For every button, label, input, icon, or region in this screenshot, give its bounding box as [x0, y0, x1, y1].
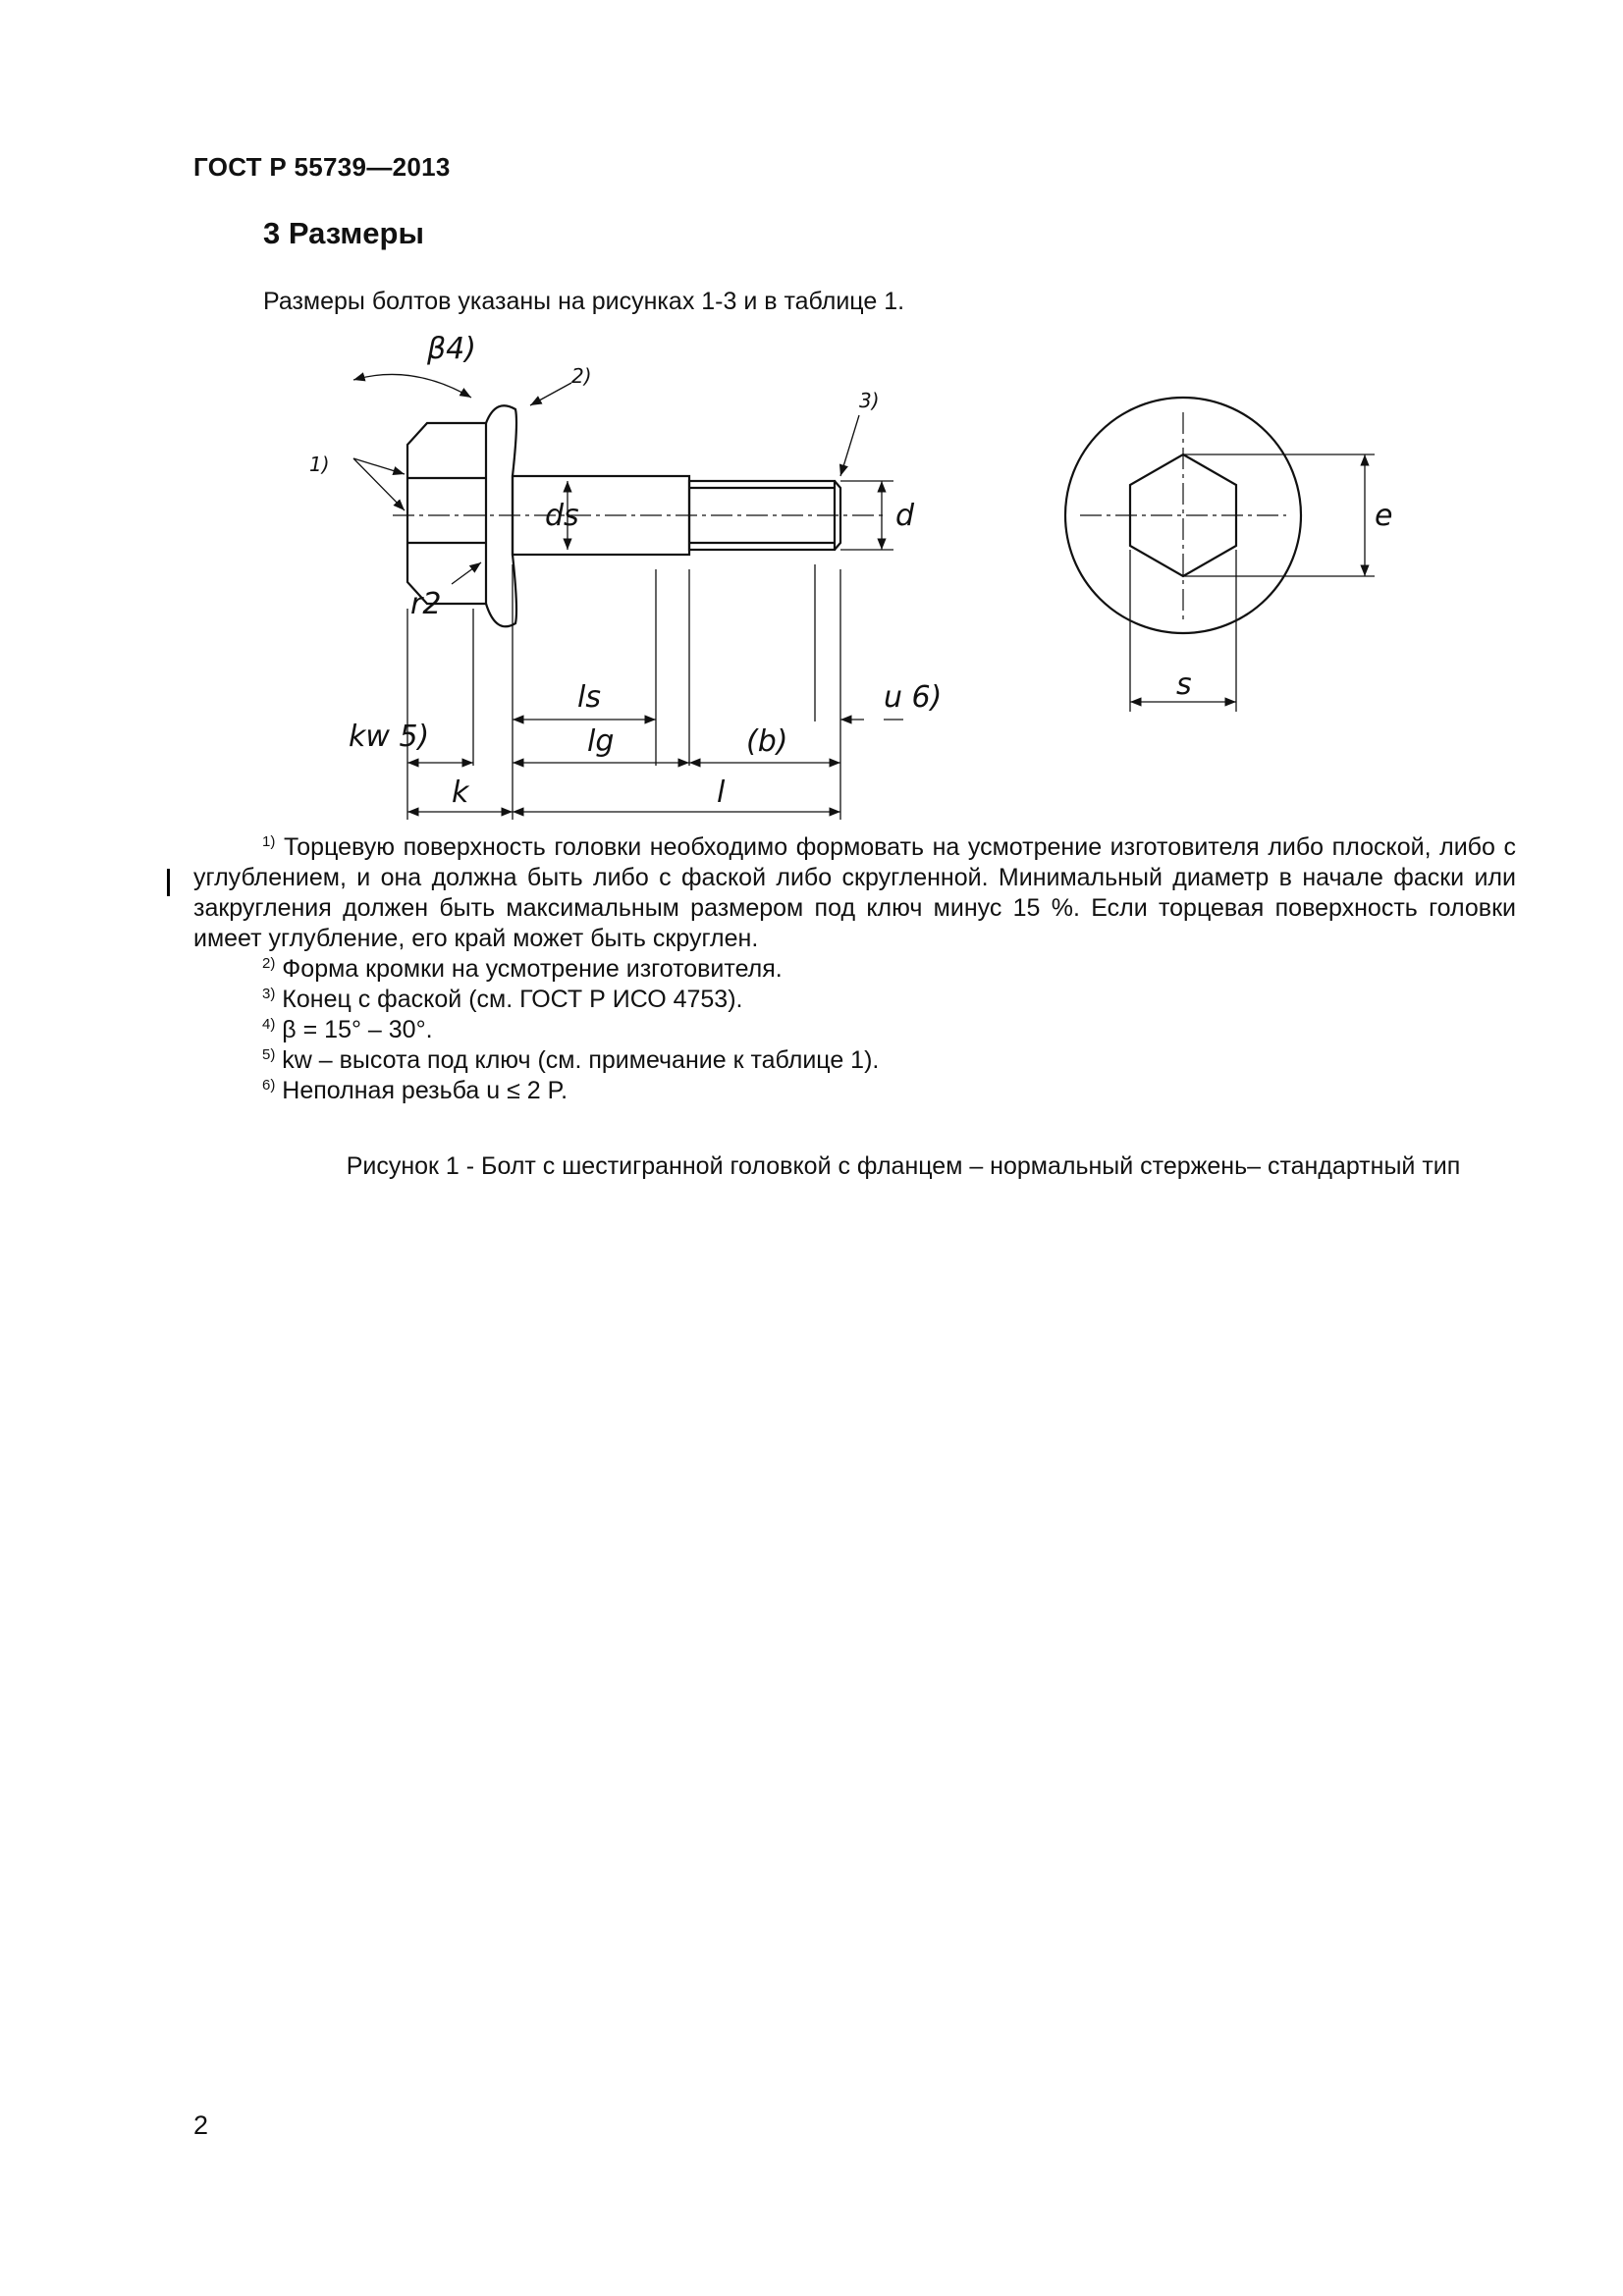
footnote-1: $^{1)}$ Торцевую поверхность головки необходимо формовать на усмотрение изготовителя либо плоской, либо с углублением, и она должна быть либо с фаской либо скругленной. Минимальный диаметр в начале фаски или закругления должен быть максимальным размером под ключ минус 15 %. Если торцевая поверхность головки имеет углубление, его край может быть скруглен. — [193, 833, 1516, 952]
label-b: (b) — [746, 724, 788, 759]
change-bar — [167, 869, 170, 896]
page-number: 2 — [193, 2110, 209, 2140]
label-k: k — [452, 775, 469, 810]
label-r2: r2 — [410, 587, 442, 621]
label-e: e — [1375, 499, 1393, 533]
footnote-4: $^{4)}$ β = 15° – 30°. — [262, 1016, 433, 1043]
footnote-2: $^{2)}$ Форма кромки на усмотрение изготовителя. — [262, 955, 783, 983]
bolt-drawing — [295, 329, 1424, 839]
label-l: l — [717, 775, 726, 810]
label-note3: 3) — [859, 389, 880, 412]
label-ls: ls — [577, 680, 601, 715]
label-s: s — [1176, 667, 1192, 702]
footnote-3: $^{3)}$ Конец с фаской (см. ГОСТ Р ИСО 4753). — [262, 986, 743, 1013]
label-beta: β4) — [427, 332, 476, 366]
footnotes — [193, 832, 1516, 1106]
label-u: u 6) — [884, 680, 943, 715]
figure-caption: Рисунок 1 - Болт с шестигранной головкой с фланцем – нормальный стержень– стандартный тип — [346, 1152, 1461, 1180]
label-d: d — [895, 499, 915, 533]
section-title: 3 Размеры — [263, 216, 424, 250]
label-note1: 1) — [309, 453, 330, 476]
footnote-5: $^{5)}$ kw – высота под ключ (см. примечание к таблице 1). — [262, 1046, 880, 1074]
label-lg: lg — [587, 724, 615, 759]
label-kw: kw 5) — [349, 720, 430, 754]
document-header: ГОСТ Р 55739—2013 — [193, 152, 451, 182]
label-ds: ds — [545, 499, 579, 533]
section-intro: Размеры болтов указаны на рисунках 1-3 и в таблице 1. — [263, 288, 905, 315]
hex-head — [407, 423, 486, 604]
footnote-6: $^{6)}$ Неполная резьба u ≤ 2 P. — [262, 1077, 568, 1104]
label-note2: 2) — [571, 364, 592, 388]
